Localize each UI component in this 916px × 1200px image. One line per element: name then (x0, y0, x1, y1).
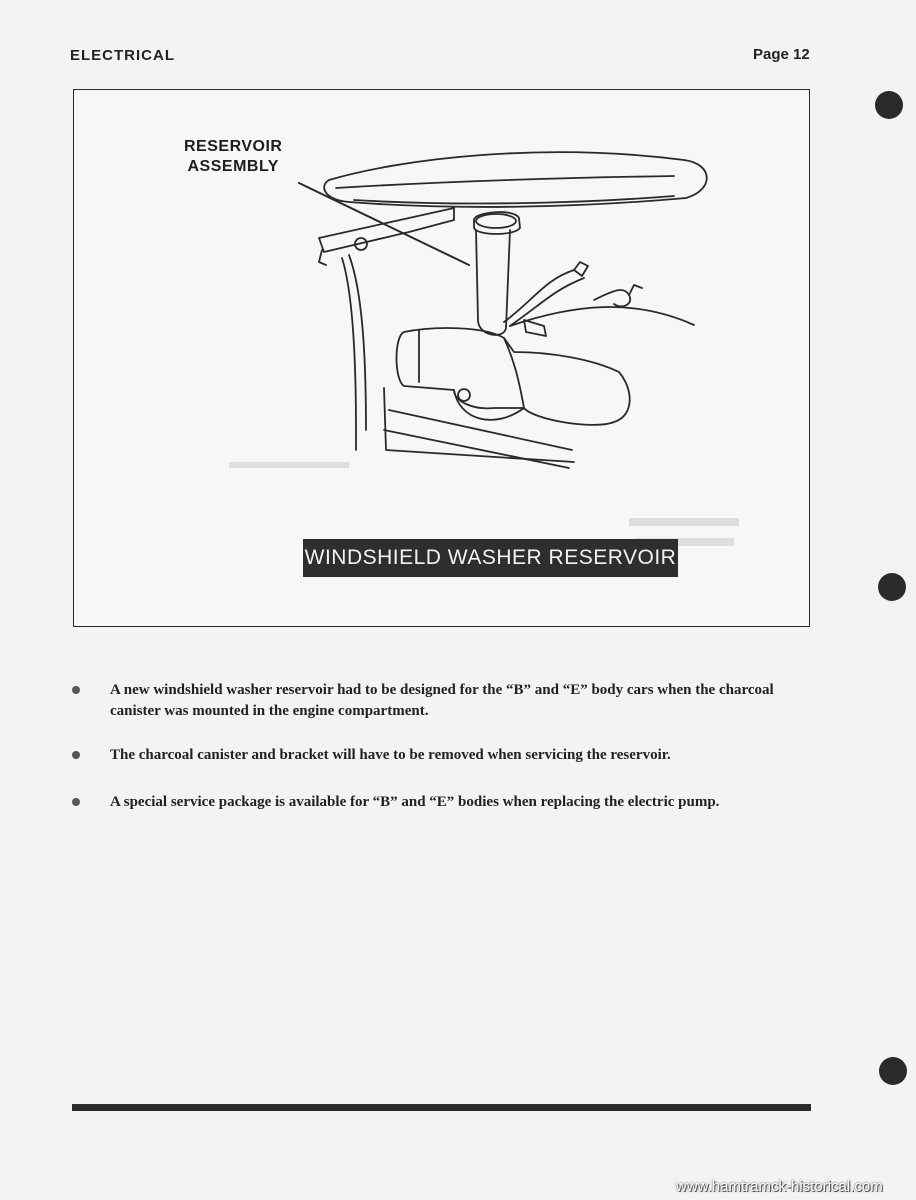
figure-caption: WINDSHIELD WASHER RESERVOIR (303, 539, 678, 577)
bullet-text: The charcoal canister and bracket will have to be removed when servicing the reservoir. (110, 747, 671, 763)
filler-neck (474, 212, 520, 234)
bottom-rule (72, 1104, 811, 1111)
binder-hole-middle (878, 573, 906, 601)
binder-hole-top (875, 91, 903, 119)
bullet-text: A new windshield washer reservoir had to be designed for the “B” and “E” body cars when the charcoal canister was mounted in the engine compartment. (110, 682, 774, 719)
binder-hole-bottom (879, 1057, 907, 1085)
bullet-dot (72, 686, 80, 694)
wire-harness (504, 270, 574, 322)
reservoir-tank (397, 328, 630, 425)
bullet-text: A special service package is available for “B” and “E” bodies when replacing the electric pump. (110, 794, 720, 810)
callout-label (184, 137, 282, 177)
watermark-text: www.hamtramck-historical.com (676, 1178, 883, 1195)
callout-line-2: ASSEMBLY (187, 158, 279, 175)
lower-panel (384, 388, 574, 462)
fender-edge (342, 258, 356, 450)
bullet-dot (72, 798, 80, 806)
figure-frame (73, 89, 810, 627)
section-title: ELECTRICAL (70, 47, 175, 64)
callout-line-1: RESERVOIR (184, 138, 283, 155)
bullet-dot (72, 751, 80, 759)
mounting-bracket (319, 208, 454, 252)
page-number: Page 12 (753, 46, 810, 63)
